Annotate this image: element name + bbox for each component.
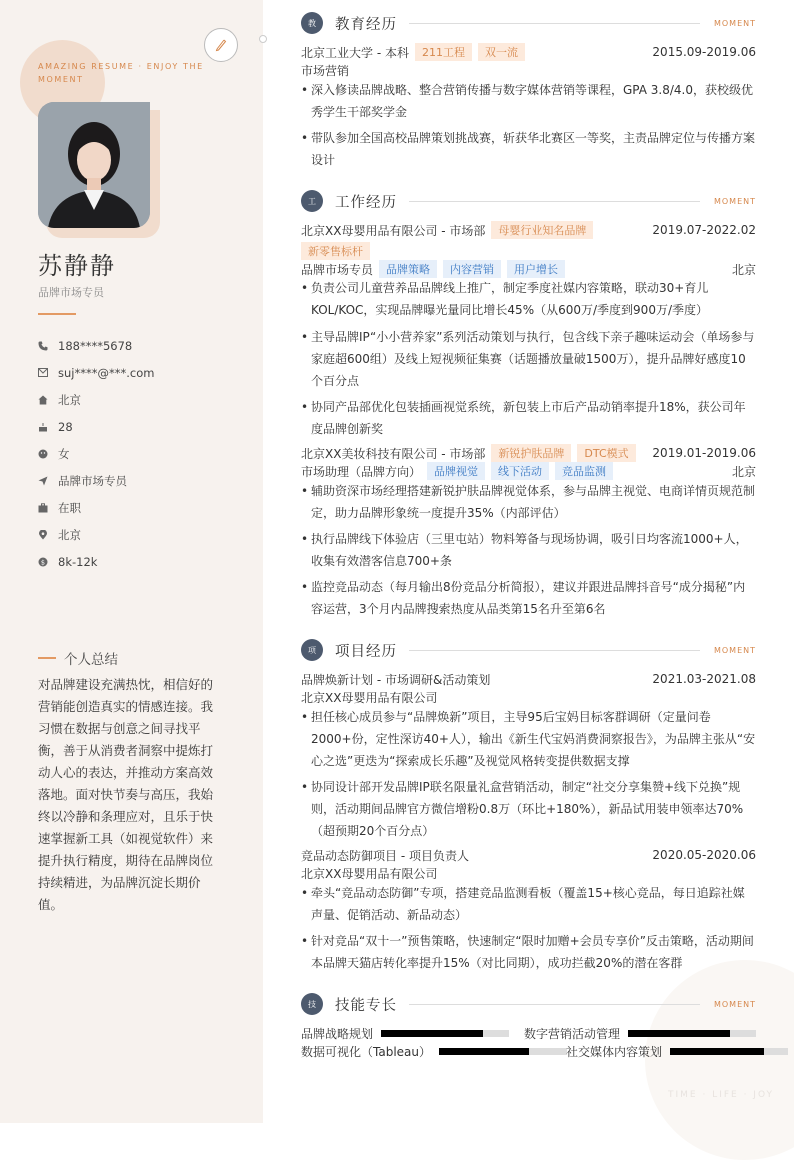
work-skill-tag: 线下活动 — [491, 462, 549, 480]
education-header-row — [301, 42, 756, 62]
skill-bar — [628, 1030, 756, 1037]
section-moment-label: MOMENT — [713, 18, 756, 28]
sidebar — [0, 0, 263, 1123]
skill-bar — [381, 1030, 509, 1037]
work-bullet: • 负责公司儿童营养品品牌线上推广，制定季度社媒内容策略，联动30+育儿KOL/KOC，实现品牌曝光量同比增长45%（从600万/季度到900万/季度） — [301, 277, 756, 321]
project-company: 北京XX母婴用品有限公司 — [301, 690, 438, 705]
skill-level-fill — [670, 1048, 764, 1055]
project-bullet: • 担任核心成员参与“品牌焕新”项目，主导95后宝妈目标客群调研（定量问卷2000+份，定性深访40+人），输出《新生代宝妈消费洞察报告》，为品牌主张从“安心之选”更迭为“探索成长乐趣”及视觉风格转变提供数据支撑 — [301, 706, 756, 772]
contact-age: 28 — [38, 413, 248, 440]
work-header-row — [301, 220, 756, 240]
work-tag: 新锐护肤品牌 — [491, 444, 571, 462]
contact-email: suj****@***.com — [38, 359, 248, 386]
work-skill-tag: 内容营销 — [443, 260, 501, 278]
education-bullet: • 带队参加全国高校品牌策划挑战赛，斩获华北赛区一等奖，主责品牌定位与传播方案设计 — [301, 127, 756, 171]
salary-icon — [38, 557, 48, 567]
skill-level-fill — [628, 1030, 730, 1037]
section-divider — [409, 650, 700, 651]
project-bullet: • 协同设计部开发品牌IP联名限量礼盒营销活动，制定“社交分享集赞+线下兑换”规则，活动期间品牌官方微信增粉0.8万（环比+180%），新品试用装申领率达70%（超预期20个百分点） — [301, 776, 756, 842]
work-company: 北京XX美妆科技有限公司 - 市场部 — [301, 446, 486, 461]
section-divider — [409, 1004, 700, 1005]
summary-heading: 个人总结 — [38, 648, 118, 668]
work-skill-tag: 竞品监测 — [555, 462, 613, 480]
project-header-row — [301, 669, 756, 689]
section-badge: 技 — [301, 993, 323, 1015]
pen-badge-icon — [204, 28, 238, 62]
work-city: 北京 — [731, 464, 756, 479]
work-bullet: • 执行品牌线下体验店（三里屯站）物料筹备与现场协调，吸引日均客流1000+人，收集有效潜客信息700+条 — [301, 528, 756, 572]
skill-bar — [670, 1048, 788, 1055]
section-skills-header — [301, 992, 756, 1016]
education-tag: 211工程 — [415, 43, 472, 61]
work-bullet: • 辅助资深市场经理搭建新锐护肤品牌视觉体系，参与品牌主视觉、电商详情页规范制定，助力品牌形象统一度提升35%（内部评估） — [301, 480, 756, 524]
work-company: 北京XX母婴用品有限公司 - 市场部 — [301, 223, 486, 238]
summary-text: 对品牌建设充满热忱，相信好的营销能创造真实的情感连接。我习惯在数据与创意之间寻找平衡，善于从消费者洞察中提炼打动人心的表达，并推动方案高效落地。面对快节奏与高压，我始终以冷静和条理应对，且乐于快速掌握新工具（如视觉软件）来提升执行精度，期待在品牌岗位持续精进，为品牌沉淀长期价值。 — [38, 677, 214, 912]
work-bullet: • 监控竞品动态（每月输出8份竞品分析简报），建议并跟进品牌抖音号“成分揭秘”内容运营，3个月内品牌搜索热度从品类第15名升至第6名 — [301, 576, 756, 620]
contact-status: 在职 — [38, 494, 248, 521]
skill-level-fill — [381, 1030, 483, 1037]
work-city: 北京 — [731, 262, 756, 277]
work-bullet: • 主导品牌IP“小小营养家”系列活动策划与执行，包含线下亲子趣味运动会（单场参与家庭超600组）及线上短视频征集赛（话题播放量破1500万），提升品牌好感度10个百分点 — [301, 326, 756, 392]
education-major: 市场营销 — [301, 63, 350, 78]
work-position: 品牌市场专员 — [301, 262, 374, 277]
section-moment-label: MOMENT — [713, 999, 756, 1009]
skill-item — [566, 1043, 788, 1059]
skill-item — [524, 1025, 756, 1041]
work-position: 市场助理（品牌方向） — [301, 464, 422, 479]
slogan: AMAZING RESUME · ENJOY THE MOMENT — [38, 62, 204, 84]
svg-text:$: $ — [40, 557, 46, 566]
project-company: 北京XX母婴用品有限公司 — [301, 866, 438, 881]
school-name: 北京工业大学 - 本科 — [301, 45, 409, 60]
project-name: 品牌焕新计划 - 市场调研&活动策划 — [301, 672, 491, 687]
contact-list — [38, 332, 248, 575]
contact-location: 北京 — [38, 521, 248, 548]
footer-watermark: TIME · LIFE · JOY — [668, 1090, 775, 1100]
mail-icon — [38, 368, 48, 378]
project-company-row — [301, 687, 756, 707]
education-date: 2015.09-2019.06 — [652, 45, 756, 59]
work-position-row — [301, 461, 756, 481]
gender-icon — [38, 449, 48, 459]
work-date: 2019.07-2022.02 — [652, 223, 756, 237]
work-date: 2019.01-2019.06 — [652, 446, 756, 460]
contact-gender: 女 — [38, 440, 248, 467]
summary-accent-bar — [38, 657, 56, 659]
section-work-header — [301, 189, 756, 213]
project-header-row — [301, 845, 756, 865]
skill-name: 数据可视化（Tableau） — [301, 1044, 431, 1059]
home-icon — [38, 395, 48, 405]
decorative-footer-circle — [645, 960, 794, 1160]
section-education-header — [301, 11, 756, 35]
briefcase-icon — [38, 503, 48, 513]
section-title: 项目经历 — [335, 643, 397, 660]
work-skill-tag: 用户增长 — [507, 260, 565, 278]
work-tag: DTC模式 — [577, 444, 635, 462]
section-divider — [409, 23, 700, 24]
work-bullet: • 协同产品部优化包装插画视觉系统，新包装上市后产品动销率提升18%，获公司年度品牌创新奖 — [301, 396, 756, 440]
send-icon — [38, 476, 48, 486]
skill-bar — [439, 1048, 567, 1055]
project-date: 2020.05-2020.06 — [652, 848, 756, 862]
skill-name: 品牌战略规划 — [301, 1026, 374, 1041]
section-project-header — [301, 638, 756, 662]
education-bullet: • 深入修读品牌战略、整合营销传播与数字媒体营销等课程，GPA 3.8/4.0，获校级优秀学生干部奖学金 — [301, 79, 756, 123]
project-bullet: • 针对竞品“双十一”预售策略，快速制定“限时加赠+会员专享价”反击策略，活动期间本品牌天猫店转化率提升15%（对比同期），成功拦截20%的潜在客群 — [301, 930, 756, 974]
contact-phone: 188****5678 — [38, 332, 248, 359]
project-date: 2021.03-2021.08 — [652, 672, 756, 686]
section-moment-label: MOMENT — [713, 196, 756, 206]
accent-divider — [38, 313, 76, 315]
project-name: 竞品动态防御项目 - 项目负责人 — [301, 848, 469, 863]
location-icon — [38, 530, 48, 540]
skill-level-fill — [439, 1048, 529, 1055]
work-tag-row — [301, 241, 756, 261]
work-header-row — [301, 443, 756, 463]
project-company-row — [301, 863, 756, 883]
phone-icon — [38, 341, 48, 351]
candidate-role: 品牌市场专员 — [38, 286, 104, 299]
contact-salary: $ 8k-12k — [38, 548, 248, 575]
cake-icon — [38, 422, 48, 432]
section-divider — [409, 201, 700, 202]
section-title: 工作经历 — [335, 194, 397, 211]
section-title: 教育经历 — [335, 16, 397, 33]
work-skill-tag: 品牌策略 — [379, 260, 437, 278]
skill-item — [301, 1043, 567, 1059]
contact-position: 品牌市场专员 — [38, 467, 248, 494]
skill-name: 社交媒体内容策划 — [566, 1044, 663, 1059]
project-bullet: • 牵头“竞品动态防御”专项，搭建竞品监测看板（覆盖15+核心竞品，每日追踪社媒声量、促销活动、新品动态） — [301, 882, 756, 926]
work-tag: 母婴行业知名品牌 — [491, 221, 593, 239]
avatar — [38, 102, 150, 228]
section-badge: 教 — [301, 12, 323, 34]
section-badge: 工 — [301, 190, 323, 212]
work-tag: 新零售标杆 — [301, 242, 370, 260]
candidate-name: 苏静静 — [38, 252, 116, 280]
section-title: 技能专长 — [335, 997, 397, 1014]
section-moment-label: MOMENT — [713, 645, 756, 655]
skill-name: 数字营销活动管理 — [524, 1026, 621, 1041]
education-major-row — [301, 60, 756, 80]
work-position-row — [301, 259, 756, 279]
education-tag: 双一流 — [478, 43, 525, 61]
work-skill-tag: 品牌视觉 — [427, 462, 485, 480]
contact-home: 北京 — [38, 386, 248, 413]
section-badge: 项 — [301, 639, 323, 661]
decorative-dot — [259, 35, 267, 43]
skill-item — [301, 1025, 509, 1041]
